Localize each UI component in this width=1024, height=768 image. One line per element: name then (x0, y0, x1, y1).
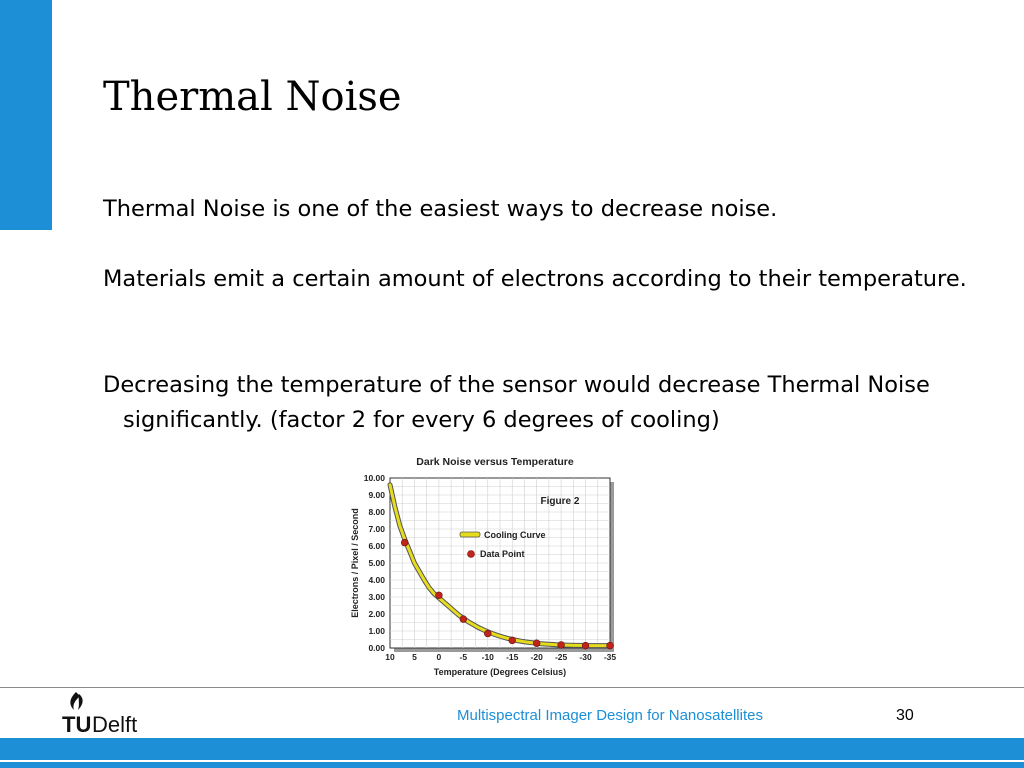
data-point (558, 642, 565, 649)
x-tick-label: -5 (459, 652, 468, 662)
data-point (484, 630, 491, 637)
data-point (607, 642, 614, 649)
y-tick-label: 5.00 (368, 558, 385, 568)
chart-svg (340, 450, 630, 680)
y-tick-label: 8.00 (368, 507, 385, 517)
slide-title: Thermal Noise (103, 74, 402, 120)
x-tick-label: -10 (481, 652, 494, 662)
figure-annotation: Figure 2 (540, 496, 580, 507)
footer-band-thin (0, 762, 1024, 768)
x-tick-label: -35 (603, 652, 617, 662)
legend-label-cooling-curve: Cooling Curve (484, 530, 546, 540)
logo-delft: Delft (92, 712, 138, 736)
y-tick-label: 7.00 (368, 524, 385, 534)
paragraph-3: Decreasing the temperature of the sensor would decrease Thermal Noise significantly. (factor 2 for every 6 degrees of cooling) (103, 372, 930, 433)
paragraph-2: Materials emit a certain amount of electrons according to their temperature. (103, 266, 967, 292)
dark-noise-chart (340, 450, 630, 680)
x-tick-label: -25 (554, 652, 568, 662)
y-axis-label: Electrons / Pixel / Second (350, 508, 360, 618)
data-point (401, 539, 408, 546)
data-point (460, 616, 467, 623)
chart-title: Dark Noise versus Temperature (416, 456, 574, 468)
y-tick-label: 2.00 (368, 609, 385, 619)
legend-label-data-point: Data Point (480, 549, 525, 559)
x-tick-label: -15 (506, 652, 519, 662)
y-tick-label: 10.00 (363, 473, 385, 483)
y-tick-label: 0.00 (368, 643, 385, 653)
y-tick-label: 6.00 (368, 541, 385, 551)
accent-bar (0, 0, 52, 230)
tudelft-logo (62, 688, 172, 736)
logo-tu: TU (62, 712, 92, 736)
paragraph-1: Thermal Noise is one of the easiest ways to decrease noise. (103, 196, 778, 222)
page-number: 30 (896, 707, 914, 724)
y-tick-label: 9.00 (368, 490, 385, 500)
legend-swatch-data-point (468, 551, 475, 558)
data-point (582, 642, 589, 649)
x-axis-label: Temperature (Degrees Celsius) (433, 667, 567, 677)
x-tick-label: 0 (436, 652, 442, 662)
data-point (435, 592, 442, 599)
data-point (533, 640, 540, 647)
y-tick-label: 1.00 (368, 626, 385, 636)
x-tick-label: 10 (385, 652, 395, 662)
presentation-title: Multispectral Imager Design for Nanosatellites (457, 707, 763, 724)
footer-band (0, 738, 1024, 760)
x-tick-label: 5 (412, 652, 417, 662)
legend-swatch-cooling-curve (460, 532, 480, 537)
x-tick-label: -20 (530, 652, 543, 662)
flame-icon (62, 688, 172, 736)
data-point (509, 637, 516, 644)
y-tick-label: 4.00 (368, 575, 385, 585)
x-tick-label: -30 (579, 652, 592, 662)
y-tick-label: 3.00 (368, 592, 385, 602)
